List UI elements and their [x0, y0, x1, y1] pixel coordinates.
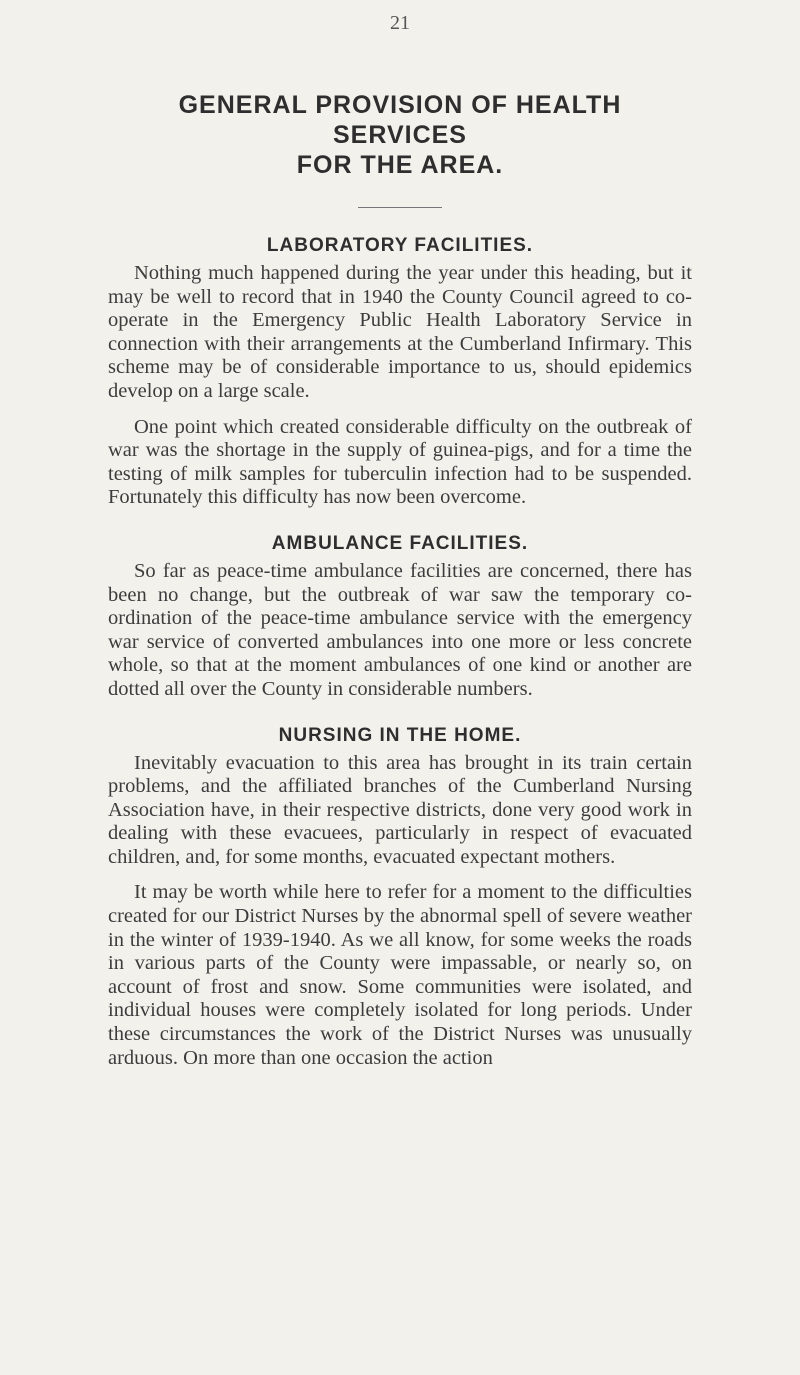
- section-ambulance-facilities: [108, 532, 692, 702]
- page-title-line-2: FOR THE AREA.: [296, 151, 504, 179]
- page-number: 21: [390, 12, 410, 34]
- paragraph-laboratory-1: Nothing much happened during the year under this heading, but it may be well to record that in 1940 the County Council agreed to co-operate in the Emergency Public Health Laboratory Service in connection with their arrangements at the Cumberland Infirmary. This scheme may be of considerable importance to us, should epidemics develop on a large scale.: [108, 262, 692, 402]
- page-title-line-1: GENERAL PROVISION OF HEALTH SERVICES: [178, 91, 622, 149]
- section-laboratory-facilities: [108, 234, 692, 510]
- title-divider: [358, 207, 442, 208]
- section-heading-ambulance: AMBULANCE FACILITIES.: [271, 532, 529, 554]
- paragraph-nursing-2: It may be worth while here to refer for a moment to the difficulties created for our District Nurses by the abnormal spell of severe weather in the winter of 1939-1940. As we all know, for some weeks the roads in various parts of the County were impassable, or nearly so, on account of frost and snow. Some communities were isolated, and individual houses were completely isolated for long periods. Under these circumstances the work of the District Nurses was unusually arduous. On more than one occasion the action: [108, 881, 692, 1069]
- paragraph-ambulance-1: So far as peace-time ambulance facilities are concerned, there has been no change, but the outbreak of war saw the temporary co-ordination of the peace-time ambulance service with the emergency war service of converted ambulances into one more or less concrete whole, so that at the moment ambulances of one kind or another are dotted all over the County in considerable numbers.: [108, 559, 692, 700]
- section-heading-nursing: NURSING IN THE HOME.: [278, 724, 522, 746]
- section-nursing-in-the-home: [108, 724, 692, 1071]
- paragraph-nursing-1: Inevitably evacuation to this area has brought in its train certain problems, and the affiliated branches of the Cumberland Nursing Association have, in their respective districts, done very good work in dealing with these evacuees, particularly in respect of evacuated children, and, for some months, evacuated expectant mothers.: [108, 751, 692, 868]
- paragraph-laboratory-2: One point which created considerable difficulty on the outbreak of war was the shortage in the supply of guinea-pigs, and for a time the testing of milk samples for tuberculin infection had to be suspended. Fortunately this difficulty has now been overcome.: [108, 415, 692, 509]
- section-heading-laboratory: LABORATORY FACILITIES.: [266, 235, 534, 256]
